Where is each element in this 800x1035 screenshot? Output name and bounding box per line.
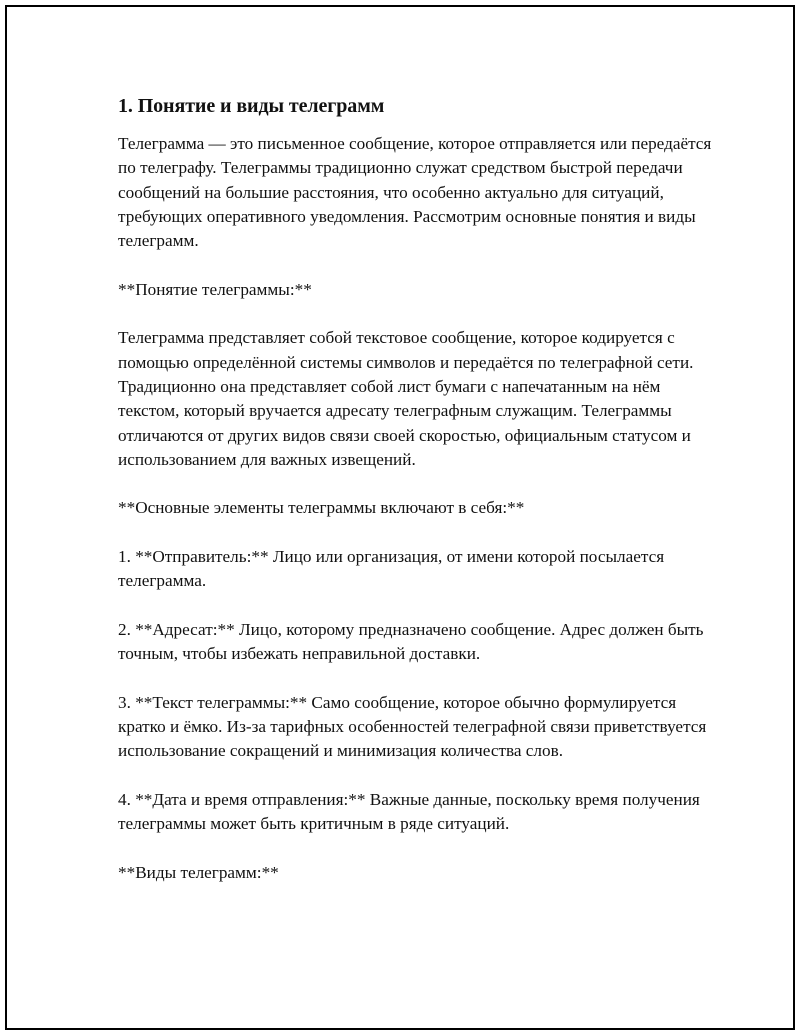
list-item-addressee: 2. **Адресат:** Лицо, которому предназначено сообщение. Адрес должен быть точным, чтобы избежать неправильной доставки. — [118, 619, 704, 664]
concept-paragraph: Телеграмма представляет собой текстовое сообщение, которое кодируется с помощью определённой системы символов и передаётся по телеграфной сети. Традиционно она представляет собой лист бумаги с напечатанным на нём текстом, который вручается адресату телеграфным служащим. Телеграммы отличаются от других видов связи своей скоростью, официальным статусом и использованием для важных извещений. — [118, 328, 694, 469]
list-item-sender: 1. **Отправитель:** Лицо или организация, от имени которой посылается телеграмма. — [118, 547, 665, 591]
document-body — [118, 92, 718, 910]
intro-paragraph: Телеграмма — это письменное сообщение, которое отправляется или передаётся по телеграфу. Телеграммы традиционно служат средством быстрой передачи сообщений на большие расстояния, что особенно актуально для ситуаций, требующих оперативного уведомления. Рассмотрим основные понятия и виды телеграмм. — [118, 134, 712, 251]
list-item-datetime: 4. **Дата и время отправления:** Важные данные, поскольку время получения телеграммы может быть критичным в ряде ситуаций. — [118, 790, 700, 834]
list-item-text: 3. **Текст телеграммы:** Само сообщение, которое обычно формулируется кратко и ёмко. Из-за тарифных особенностей телеграфной связи приветствуется использование сокращений и минимизация количества слов. — [118, 692, 707, 761]
section-heading: 1. Понятие и виды телеграмм — [118, 95, 385, 117]
subheading-concept: **Понятие телеграммы:** — [118, 279, 312, 299]
subheading-elements: **Основные элементы телеграммы включают в себя:** — [118, 498, 525, 518]
subheading-types: **Виды телеграмм:** — [118, 862, 279, 882]
